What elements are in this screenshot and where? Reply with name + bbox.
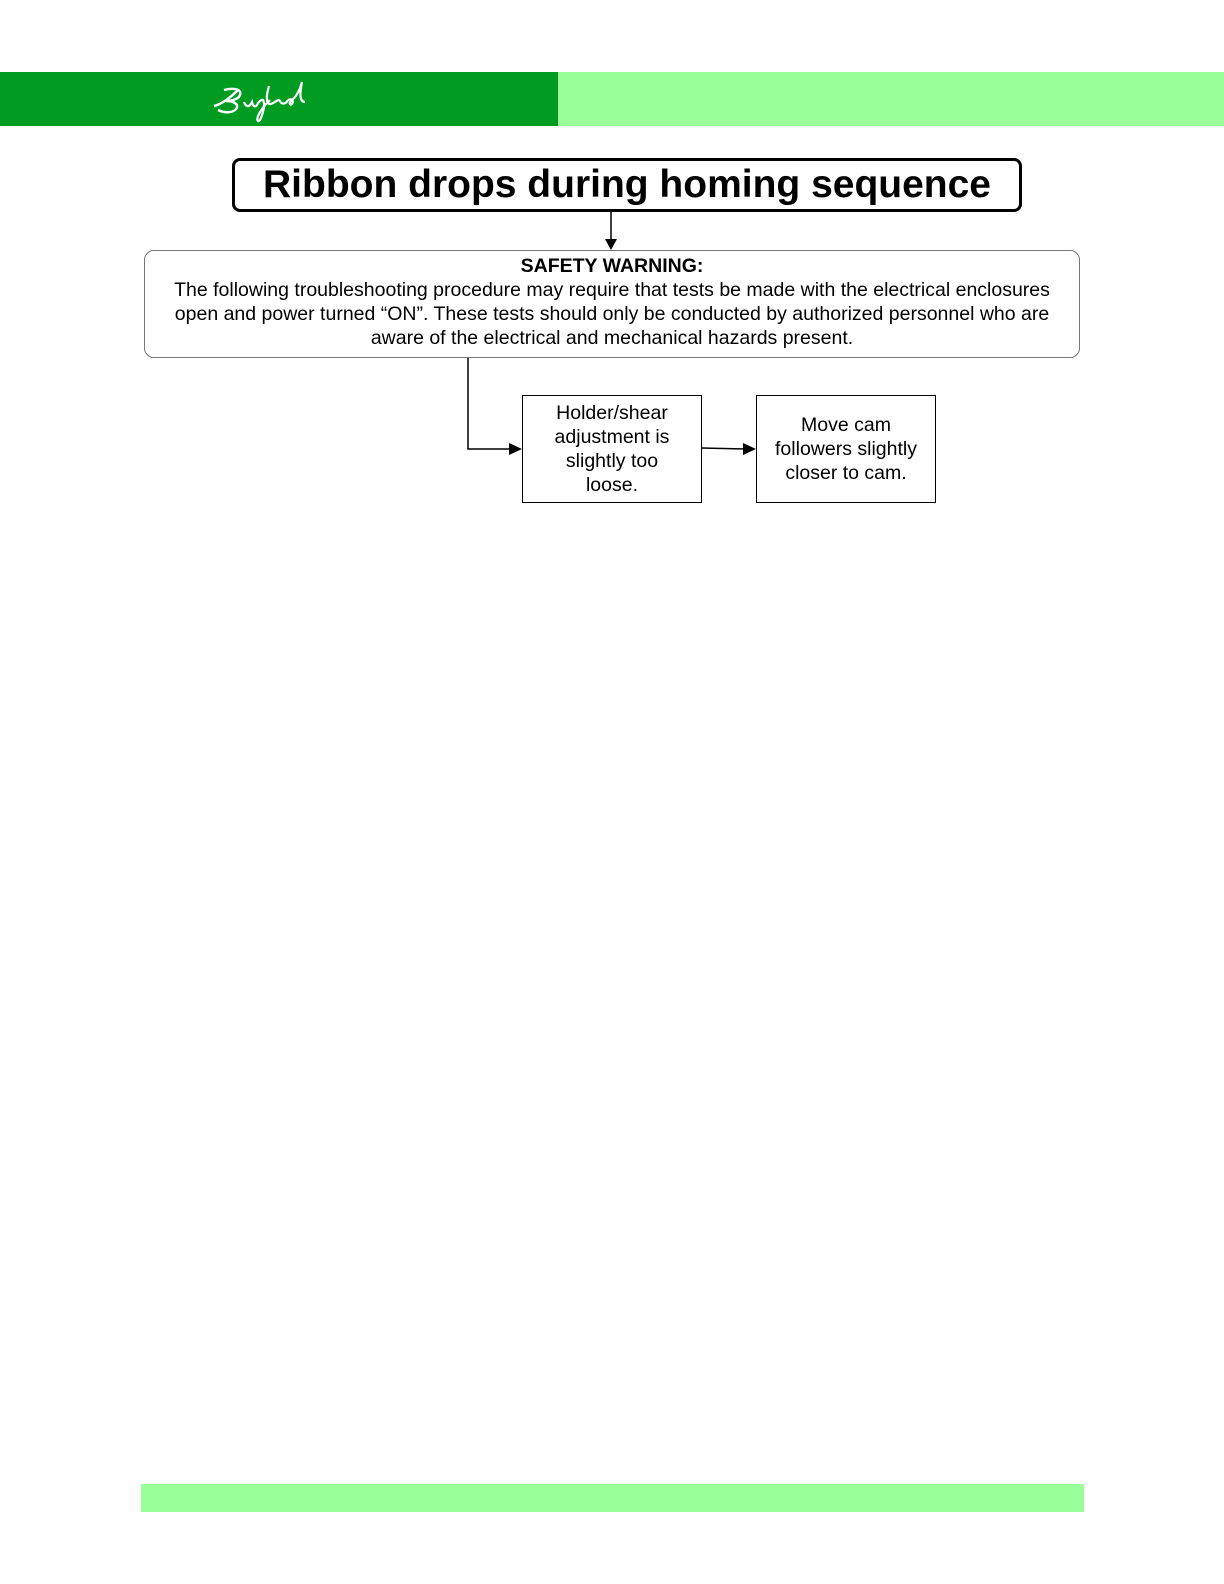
arrow-step1-to-step2 xyxy=(702,443,756,455)
step-text-line: Move cam xyxy=(801,414,891,436)
page-title: Ribbon drops during homing sequence xyxy=(232,158,1022,212)
safety-warning-line: open and power turned “ON”. These tests should only be conducted by authorized personnel who are xyxy=(174,303,1050,325)
step-text-line: adjustment is xyxy=(554,426,670,448)
step-text-line: loose. xyxy=(585,474,639,496)
safety-warning-heading: SAFETY WARNING: xyxy=(520,255,704,277)
step-text-line: followers slightly xyxy=(775,438,917,460)
footer-bar xyxy=(141,1484,1084,1512)
step-text-line: slightly too xyxy=(565,450,659,472)
step-text-line: closer to cam. xyxy=(785,462,907,484)
arrow-warning-to-step1 xyxy=(468,358,522,455)
safety-warning-line: The following troubleshooting procedure may require that tests be made with the electrical enclosures xyxy=(174,279,1050,301)
arrow-title-to-warning xyxy=(605,212,617,250)
step-text-line: Holder/shear xyxy=(556,402,668,424)
safety-warning-line: aware of the electrical and mechanical hazards present. xyxy=(370,327,854,349)
